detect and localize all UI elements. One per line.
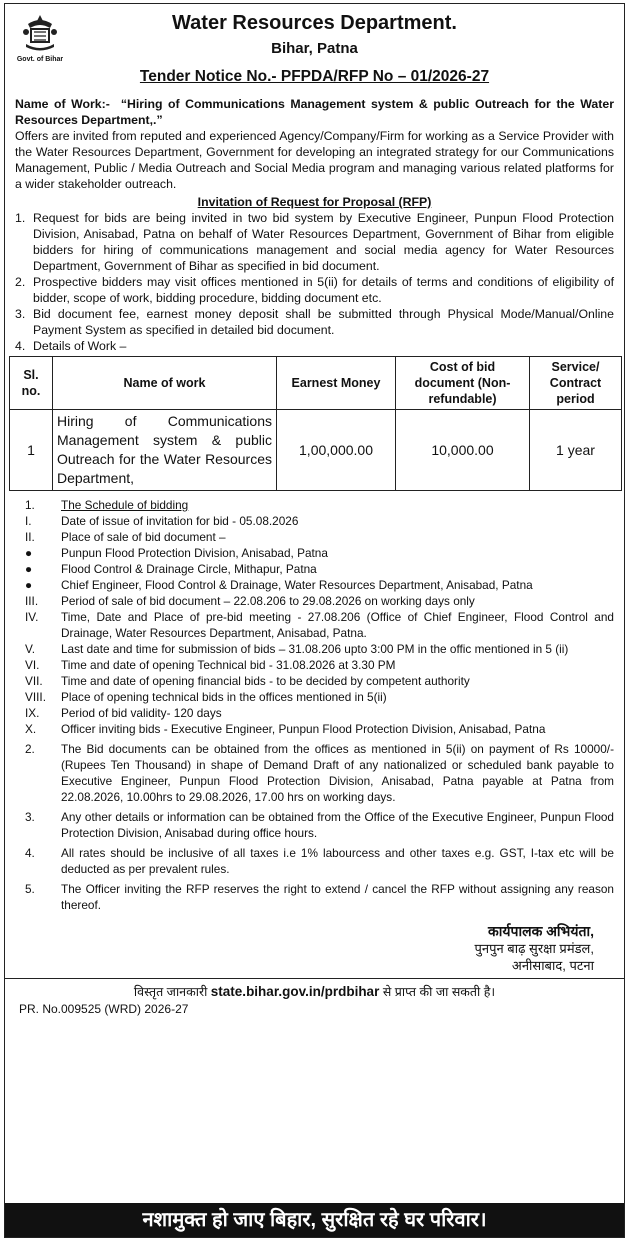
footer-info: विस्तृत जानकारी state.bihar.gov.in/prdbihar से प्राप्त की जा सकती है। bbox=[133, 984, 496, 999]
schedule-row: VI. Time and date of opening Technical bid - 31.08.2026 at 3.30 PM bbox=[25, 658, 396, 672]
rfp-heading: Invitation of Request for Proposal (RFP) bbox=[197, 195, 432, 209]
intro-paragraph: Offers are invited from reputed and experienced Agency/Company/Firm for working as a Service Provider with the Water Resources Department, Government for developing an integrated strategy for our Communications Management, Public / Media Outreach and Social Media program and managing various related platforms for a wider stakeholder outreach. bbox=[15, 129, 614, 191]
table-row bbox=[10, 410, 622, 491]
name-of-work: Name of Work:- “Hiring of Communications Management system & public Outreach for the Water Resources Department,.” bbox=[15, 97, 614, 127]
schedule-row: VIII. Place of opening technical bids in the offices mentioned in 5(ii) bbox=[25, 690, 387, 704]
schedule-row: ● Punpun Flood Protection Division, Anisabad, Patna bbox=[25, 546, 328, 560]
list-item: 1. Request for bids are being invited in two bid system by Executive Engineer, Punpun Flood Protection Division, Anisabad, Patna on behalf of Water Resources Department, Government of Bihar from eligible bidders for hiring of communications management and social media agency for Water Resources Department, Government of Bihar as specified in bid document. bbox=[15, 211, 614, 273]
notice-body bbox=[5, 96, 624, 491]
schedule-row: 3. Any other details or information can be obtained from the Office of the Executive Engineer, Punpun Flood Protection Division, Anisabad during office hours. bbox=[25, 810, 614, 840]
notice-header bbox=[5, 4, 624, 96]
department-city: Bihar, Patna bbox=[271, 40, 358, 57]
schedule-row: VII. Time and date of opening financial bids - to be decided by competent authority bbox=[25, 674, 470, 688]
signatory-division: पुनपुन बाढ़ सुरक्षा प्रमंडल, bbox=[474, 941, 594, 956]
divider bbox=[5, 978, 624, 979]
website-link[interactable]: state.bihar.gov.in/prdbihar bbox=[210, 984, 380, 999]
schedule-row: IX. Period of bid validity- 120 days bbox=[25, 706, 222, 720]
cell-cost-of-bid: 10,000.00 bbox=[396, 410, 530, 491]
schedule-row: II. Place of sale of bid document – bbox=[25, 530, 226, 544]
table-header-row bbox=[10, 357, 622, 410]
schedule-numbered-points bbox=[25, 737, 614, 913]
col-name-of-work: Name of work bbox=[53, 357, 277, 410]
bidding-schedule bbox=[5, 491, 624, 913]
list-item: 2. Prospective bidders may visit offices mentioned in 5(ii) for details of terms and conditions of eligibility of bidder, scope of work, bidding procedure, bidding document etc. bbox=[15, 275, 614, 305]
schedule-row: ● Chief Engineer, Flood Control & Drainage, Water Resources Department, Anisabad, Patna bbox=[25, 578, 533, 592]
pr-number: PR. No.009525 (WRD) 2026-27 bbox=[19, 1002, 189, 1016]
work-details-table bbox=[9, 356, 622, 491]
schedule-row: V. Last date and time for submission of bids – 31.08.206 upto 3:00 PM in the offic mentioned in 5 (ii) bbox=[25, 642, 569, 656]
schedule-heading: 1. The Schedule of bidding bbox=[25, 498, 189, 512]
schedule-row: IV. Time, Date and Place of pre-bid meeting - 27.08.206 (Office of Chief Engineer, Flood Control and Drainage, Water Resources Department, Anisabad, Patna. bbox=[25, 610, 614, 640]
tender-number: Tender Notice No.- PFPDA/RFP No – 01/2026-27 bbox=[139, 68, 490, 85]
schedule-row: 2. The Bid documents can be obtained from the offices as mentioned in 5(ii) on payment of Rs 10000/- (Rupees Ten Thousand) in shape of Demand Draft of any nationalized or scheduled bank payable to Executive Engineer, Punpun Flood Protection Division, Anisabad, Patna payable at Patna from 22.08.2026, 10.00hrs to 29.08.2026, 17.00 hrs on working days. bbox=[25, 742, 614, 804]
rfp-points bbox=[15, 210, 614, 354]
col-earnest-money: Earnest Money bbox=[277, 357, 396, 410]
schedule-row: 5. The Officer inviting the RFP reserves the right to extend / cancel the RFP without assigning any reason thereof. bbox=[25, 882, 614, 912]
list-item: 4. Details of Work – bbox=[15, 339, 127, 353]
tender-notice bbox=[4, 3, 625, 1238]
signatory-place: अनीसाबाद, पटना bbox=[511, 958, 594, 973]
cell-sl-no: 1 bbox=[10, 410, 53, 491]
name-of-work-value: “Hiring of Communications Management system & public Outreach for the Water Resources Department,.” bbox=[15, 97, 614, 127]
schedule-items bbox=[25, 513, 614, 737]
col-contract-period: Service/ Contract period bbox=[530, 357, 622, 410]
emblem-caption: Govt. of Bihar bbox=[16, 56, 64, 63]
department-title: Water Resources Department. bbox=[172, 12, 457, 34]
cell-earnest-money: 1,00,000.00 bbox=[277, 410, 396, 491]
schedule-row: I. Date of issue of invitation for bid - 05.08.2026 bbox=[25, 514, 299, 528]
list-item: 3. Bid document fee, earnest money deposit shall be submitted through Physical Mode/Manual/Online Payment System as specified in detailed bid document. bbox=[15, 307, 614, 337]
schedule-row: X. Officer inviting bids - Executive Engineer, Punpun Flood Protection Division, Anisabad, Patna bbox=[25, 722, 546, 736]
cell-name-of-work: Hiring of Communications Management system & public Outreach for the Water Resources Department, bbox=[53, 410, 277, 491]
schedule-row: III. Period of sale of bid document – 22.08.206 to 29.08.2026 on working days only bbox=[25, 594, 475, 608]
cell-contract-period: 1 year bbox=[530, 410, 622, 491]
signature-block bbox=[5, 923, 624, 974]
col-sl-no: Sl. no. bbox=[10, 357, 53, 410]
schedule-row: ● Flood Control & Drainage Circle, Mithapur, Patna bbox=[25, 562, 317, 576]
schedule-row: 4. All rates should be inclusive of all taxes i.e 1% labourcess and other taxes e.g. GST, I-tax etc will be deducted as per prevalent rules. bbox=[25, 846, 614, 876]
signatory-title: कार्यपालक अभियंता, bbox=[488, 923, 594, 939]
slogan-banner: नशामुक्त हो जाए बिहार, सुरक्षित रहे घर परिवार। bbox=[5, 1203, 624, 1237]
col-cost-of-bid: Cost of bid document (Non-refundable) bbox=[396, 357, 530, 410]
